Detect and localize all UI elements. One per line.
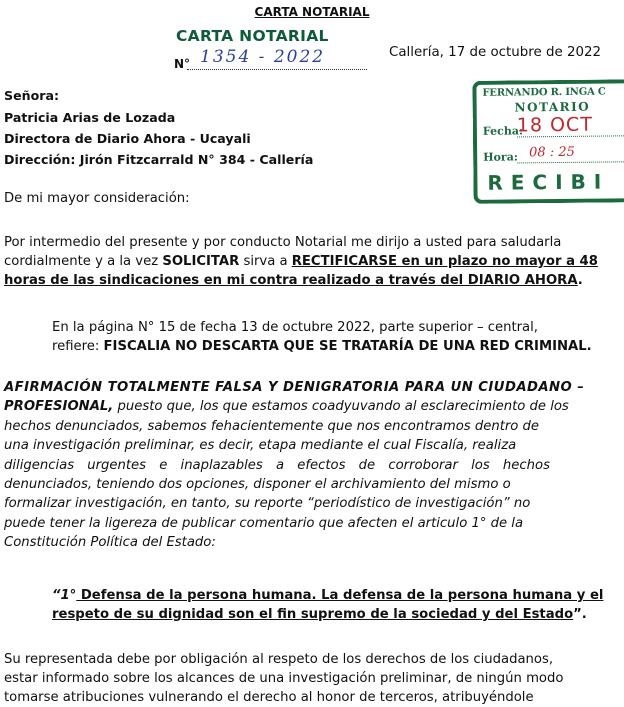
top-heading: CARTA NOTARIAL [254, 5, 370, 19]
stamp-notary-title: NOTARIO [514, 99, 591, 115]
paragraph-line: puede tener la ligereza de publicar comentario que afecten el articulo 1° de la [4, 515, 524, 531]
addressee-address: Dirección: Jirón Fitzcarrald N° 384 - Callería [4, 152, 314, 167]
text-run-bold: SOLICITAR [162, 254, 240, 269]
text-run: cordialmente y a la vez [4, 254, 163, 269]
paragraph-line: Constitución Política del Estado: [4, 535, 216, 551]
text-run-underline: Defensa de la persona humana. La defensa de la persona humana y el [76, 588, 604, 603]
stamp-fecha-value: 18 OCT [516, 113, 593, 137]
letter-title: CARTA NOTARIAL [176, 27, 329, 45]
notary-received-stamp [472, 79, 624, 204]
paragraph-affirmation [4, 378, 622, 553]
text-run: puesto que, los que estamos coadyuvando al esclarecimiento de los [113, 399, 569, 415]
greeting: De mi mayor consideración: [4, 191, 190, 206]
text-run: sirva a [239, 254, 292, 269]
paragraph-line: diligencias urgentes e inaplazables a efectos de corroborar los hechos [4, 457, 550, 473]
addressee-position: Directora de Diario Ahora - Ucayali [4, 131, 251, 146]
text-run: refiere: [52, 339, 104, 354]
stamp-dotted-line [517, 135, 624, 137]
paragraph-line [52, 337, 622, 356]
stamp-hora-value: 08 : 25 [529, 144, 575, 161]
paragraph-line: AFIRMACIÓN TOTALMENTE FALSA Y DENIGRATORIA PARA UN CIUDADANO – [4, 380, 585, 395]
paragraph-line: tomarse atribuciones vulnerando el derecho al honor de terceros, atribuyéndole [4, 690, 534, 705]
text-run-bold-underline: horas de las sindicaciones en mi contra realizado a través del DIARIO AHORA [4, 273, 578, 288]
paragraph-line: una investigación preliminar, es decir, etapa mediante el cual Fiscalía, realiza [4, 438, 517, 454]
stamp-fecha-label: Fecha: [482, 124, 524, 138]
quote-line [52, 586, 620, 605]
text-run-bold: FISCALIA NO DESCARTA QUE SE TRATARÍA DE UNA RED CRIMINAL. [103, 339, 592, 354]
letter-number-handwritten: 1354 - 2022 [200, 47, 326, 67]
paragraph-request [4, 233, 622, 290]
text-run-bold: . [577, 273, 583, 288]
paragraph-line: En la página N° 15 de fecha 13 de octubre 2022, parte superior – central, [52, 320, 538, 335]
paragraph-line: Por intermedio del presente y por conducto Notarial me dirijo a usted para saludarla [4, 235, 562, 250]
addressee-salutation: Señora: [4, 88, 59, 103]
text-run-bold-underline: RECTIFICARSE en un plazo no mayor a 48 [291, 254, 598, 269]
addressee-name: Patricia Arias de Lozada [4, 110, 176, 125]
paragraph-reference [52, 318, 622, 356]
text-run: “1° [52, 588, 77, 603]
place-date: Callería, 17 de octubre de 2022 [389, 45, 602, 60]
letter-number-label: N° [174, 57, 191, 71]
text-run-underline: respeto de su dignidad son el fin supremo de la sociedad y del Estado [52, 607, 574, 622]
stamp-received: RECIBI [487, 169, 610, 195]
paragraph-line: formalizar investigación, en tanto, su reporte “periodístico de investigación” no [4, 496, 531, 512]
quote-line [52, 605, 620, 624]
stamp-notary-name: FERNANDO R. INGA C [482, 86, 606, 99]
constitution-quote [52, 586, 620, 624]
paragraph-line: estar informado sobre los alcances de una investigación preliminar, de ningún modo [4, 671, 564, 686]
stamp-hora-label: Hora: [483, 150, 518, 164]
stamp-dotted-line [517, 161, 624, 163]
text-run-bold: PROFESIONAL, [4, 399, 114, 415]
letter-number-dotted-line [187, 69, 367, 70]
paragraph-obligation [4, 650, 622, 707]
paragraph-line: Su representada debe por obligación al respeto de los derechos de los ciudadanos, [4, 652, 554, 667]
paragraph-line: denunciados, teniendo dos opciones, disponer el archivamiento del mismo o [4, 477, 511, 493]
text-run: ”. [573, 607, 587, 622]
paragraph-line [4, 271, 622, 290]
paragraph-line [4, 252, 622, 271]
paragraph-line: hechos denunciados, sabemos fehacientemente que nos encontramos dentro de [4, 418, 540, 434]
paragraph-line [4, 397, 622, 416]
